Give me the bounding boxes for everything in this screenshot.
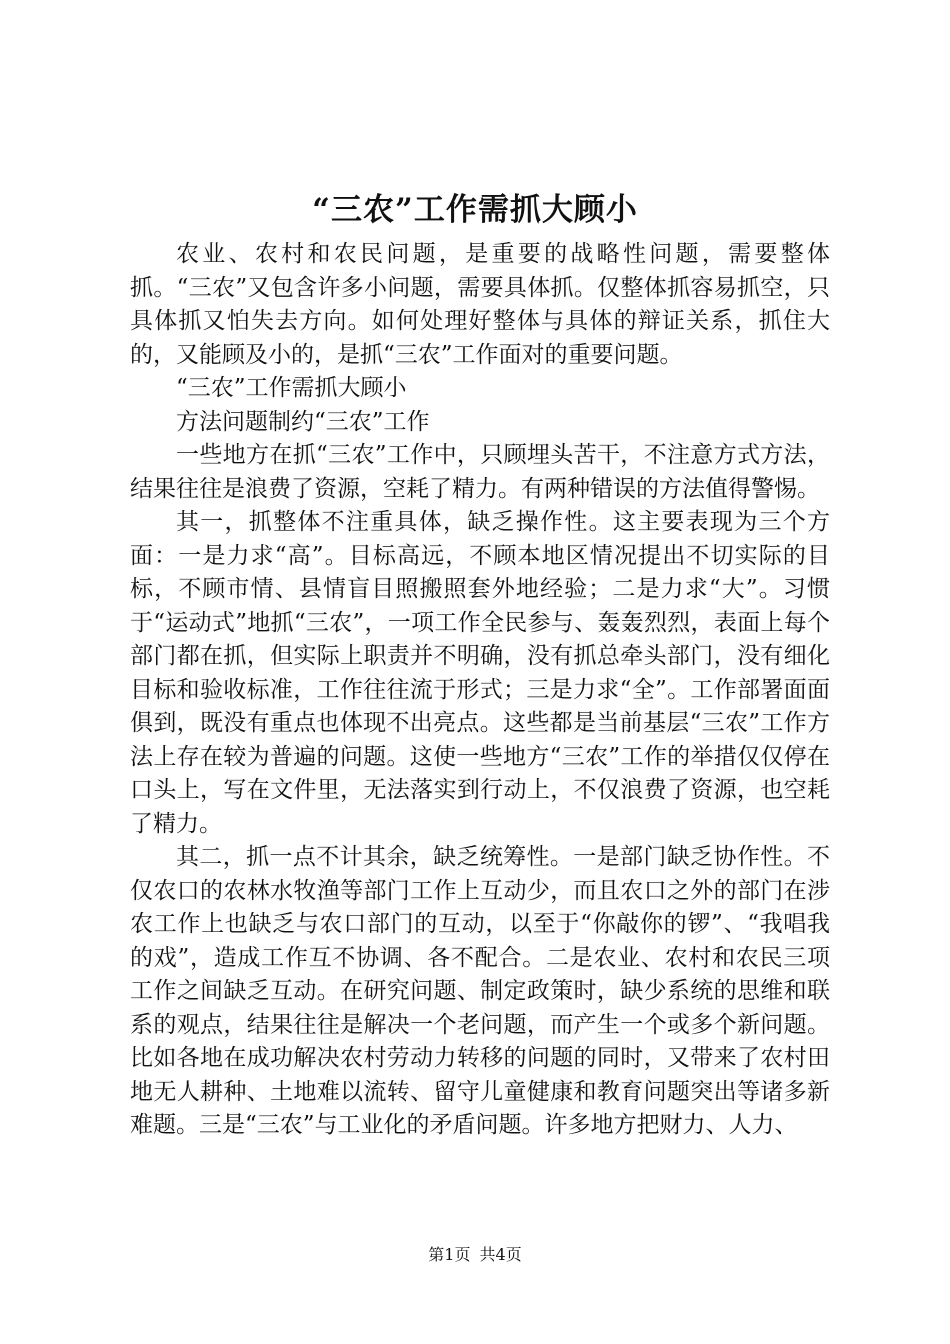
paragraph: 一些地方在抓“三农”工作中，只顾埋头苦干，不注意方式方法，结果往往是浪费了资源，空耗了精力。有两种错误的方法值得警惕。 xyxy=(130,442,830,502)
paragraph: “三农”工作需抓大顾小 xyxy=(176,375,407,401)
page-footer xyxy=(0,1245,950,1265)
paragraph: 其二，抓一点不计其余，缺乏统筹性。一是部门缺乏协作性。不仅农口的农林水牧渔等部门工作上互动少，而且农口之外的部门在涉农工作上也缺乏与农口部门的互动，以至于“你敲你的锣”、“我唱我的戏”，造成工作互不协调、各不配合。二是农业、农村和农民三项工作之间缺乏互动。在研究问题、制定政策时，缺少系统的思维和联系的观点，结果往往是解决一个老问题，而产生一个或多个新问题。比如各地在成功解决农村劳动力转移的问题的同时，又带来了农村田地无人耕种、土地难以流转、留守儿童健康和教育问题突出等诸多新难题。三是“三农”与工业化的矛盾问题。许多地方把财力、人力、 xyxy=(130,844,830,1138)
page-title: “三农”工作需抓大顾小 xyxy=(312,192,638,228)
page-total: 共4页 xyxy=(479,1245,522,1264)
paragraph: 方法问题制约“三农”工作 xyxy=(176,408,430,435)
page-number: 第1页 xyxy=(428,1245,471,1264)
document-body xyxy=(130,238,830,1143)
paragraph: 其一，抓整体不注重具体，缺乏操作性。这主要表现为三个方面：一是力求“高”。目标高远，不顾本地区情况提出不切实际的目标，不顾市情、县情盲目照搬照套外地经验；二是力求“大”。习惯于“运动式”地抓“三农”，一项工作全民参与、轰轰烈烈，表面上每个部门都在抓，但实际上职责并不明确，没有抓总牵头部门，没有细化目标和验收标准，工作往往流于形式；三是力求“全”。工作部署面面俱到，既没有重点也体现不出亮点。这些都是当前基层“三农”工作方法上存在较为普遍的问题。这使一些地方“三农”工作的举措仅仅停在口头上，写在文件里，无法落实到行动上，不仅浪费了资源，也空耗了精力。 xyxy=(130,509,830,837)
paragraph: 农业、农村和农民问题，是重要的战略性问题，需要整体抓。“三农”又包含许多小问题，需要具体抓。仅整体抓容易抓空，只具体抓又怕失去方向。如何处理好整体与具体的辩证关系，抓住大的，又能顾及小的，是抓“三农”工作面对的重要问题。 xyxy=(130,241,830,368)
